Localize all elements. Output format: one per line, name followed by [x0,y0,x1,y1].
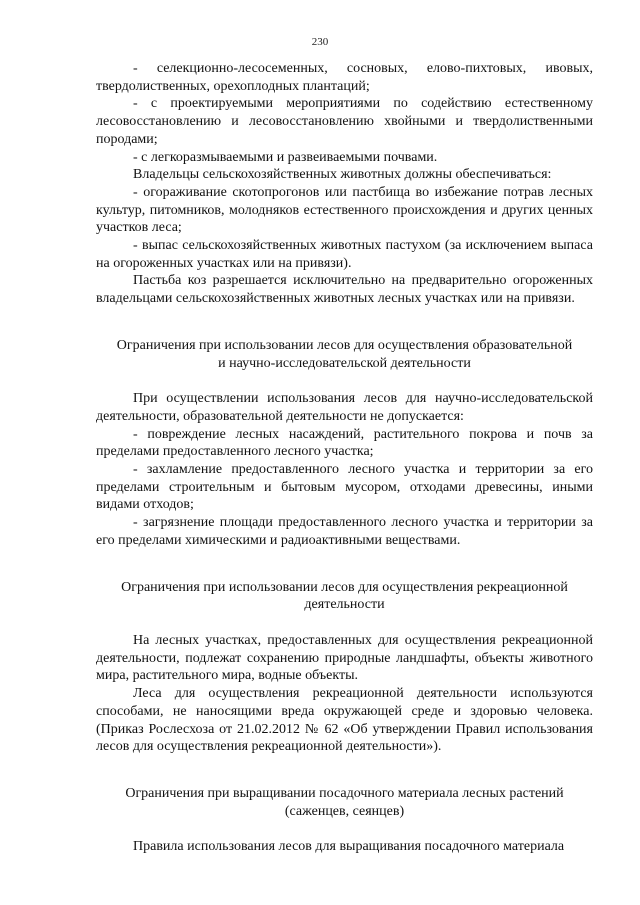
section-heading-recreation: Ограничения при использовании лесов для осуществления рекреационной деятельности [121,579,568,613]
list-item: - захламление предоставленного лесного участка и территории за его пределами строительным и бытовым мусором, отходами древесины, иными видами отходов; [96,462,593,513]
page-content [96,60,593,856]
list-item: - с легкоразмываемыми и развеиваемыми почвами. [133,149,438,165]
list-item: - выпас сельскохозяйственных животных пастухом (за исключением выпаса на огороженных участках или на привязи). [96,238,593,271]
paragraph: Владельцы сельскохозяйственных животных должны обеспечиваться: [133,167,552,183]
paragraph: Правила использования лесов для выращивания посадочного материала [133,839,565,855]
paragraph: Пастьба коз разрешается исключительно на предварительно огороженных владельцами сельскохозяйственных животных лесных участках или на привязи. [96,273,593,307]
paragraph: При осуществлении использования лесов для научно-исследовательской деятельности, образовательной деятельности не допускается: [96,391,593,424]
section-heading-education: Ограничения при использовании лесов для осуществления образовательной и научно-исследовательской деятельности [116,337,573,371]
list-item: - с проектируемыми мероприятиями по содействию естественному лесовосстановлению и лесовосстановлению хвойными и твердолиственными породами; [96,96,593,147]
list-item: - повреждение лесных насаждений, растительного покрова и почв за пределами предоставленного лесного участка; [96,426,593,460]
list-item: - загрязнение площади предоставленного лесного участка и территории за его пределами химическими и радиоактивными веществами. [96,515,593,548]
section-heading-planting-material: Ограничения при выращивании посадочного материала лесных растений (саженцев, сеянцев) [125,785,564,819]
list-item: - огораживание скотопрогонов или пастбища во избежание потрав лесных культур, питомников, молодняков естественного происхождения и других ценных участков леса; [96,184,593,236]
paragraph: Леса для осуществления рекреационной деятельности используются способами, не наносящими вреда окружающей среде и здоровью человека. (Приказ Рослесхоза от 21.02.2012 № 62 «Об утверждении Правил использования лесов для осуществления рекреационной деятельности»). [96,686,593,755]
paragraph: На лесных участках, предоставленных для осуществления рекреационной деятельности, подлежат сохранению природные ландшафты, объекты животного мира, растительного мира, водные объекты. [96,632,593,684]
list-item: - селекционно-лесосеменных, сосновых, елово-пихтовых, ивовых, твердолиственных, орехоплодных плантаций; [96,61,593,94]
page-number: 230 [311,36,329,48]
